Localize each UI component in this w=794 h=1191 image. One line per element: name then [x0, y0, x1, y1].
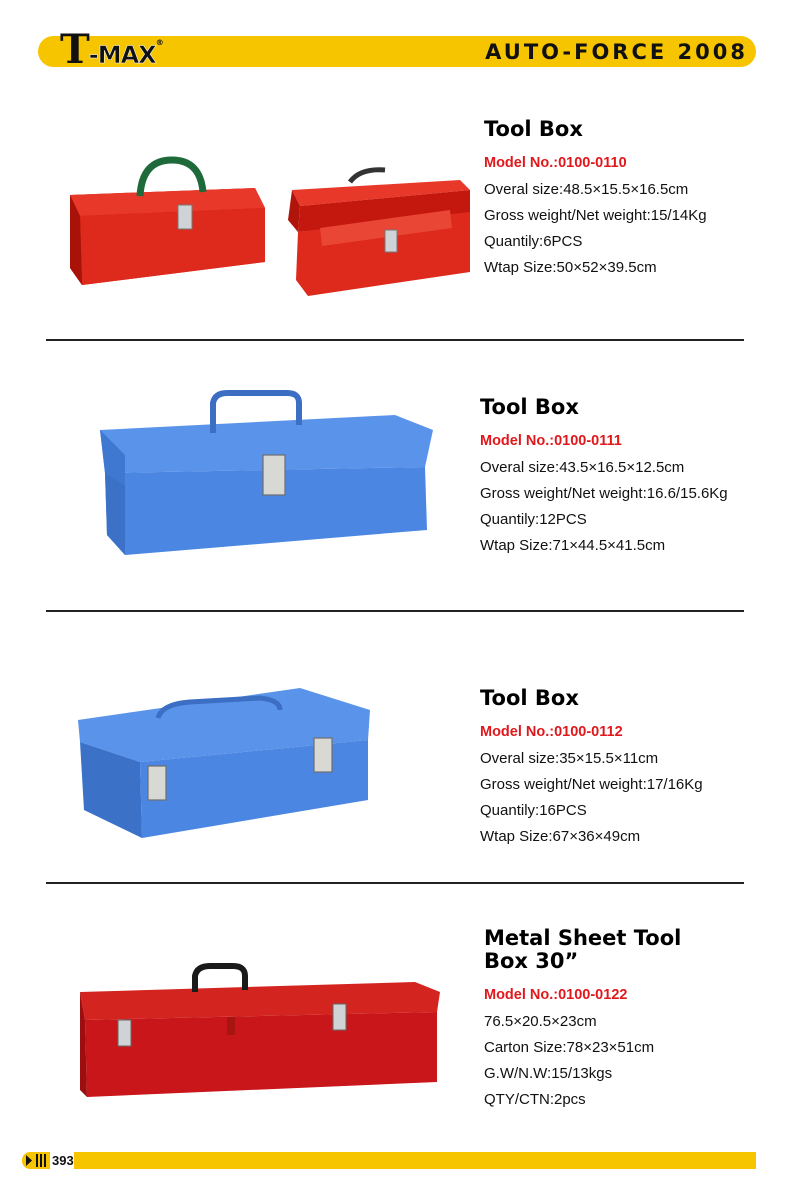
spec-line: Wtap Size:67×36×49cm — [480, 828, 641, 845]
registered-mark: ® — [155, 38, 163, 47]
product-title: Tool Box — [480, 686, 579, 710]
spec-line: Gross weight/Net weight:17/16Kg — [480, 776, 703, 793]
red-toolbox-photo — [60, 150, 480, 300]
spec-line: G.W/N.W:15/13kgs — [484, 1065, 613, 1082]
blue-toolbox-photo — [70, 680, 375, 845]
page-number: 393 — [52, 1153, 74, 1168]
red-long-toolbox-photo — [75, 962, 445, 1102]
spec-line: Quantily:16PCS — [480, 802, 587, 819]
spec-line: Gross weight/Net weight:16.6/15.6Kg — [480, 485, 728, 502]
divider — [46, 610, 744, 612]
model-number: Model No.:0100-0112 — [480, 724, 623, 740]
spec-list — [484, 177, 707, 281]
logo-text: -MAX — [88, 41, 156, 69]
product-info-2 — [480, 396, 728, 559]
spec-line: Carton Size:78×23×51cm — [484, 1039, 655, 1056]
spec-line: 76.5×20.5×23cm — [484, 1013, 597, 1030]
product-title-line-1: Metal Sheet Tool — [484, 926, 682, 950]
spec-line: Wtap Size:50×52×39.5cm — [484, 259, 657, 276]
spec-line: Wtap Size:71×44.5×41.5cm — [480, 537, 666, 554]
product-info-1 — [484, 118, 707, 281]
product-title: Tool Box — [484, 117, 583, 141]
model-number: Model No.:0100-0111 — [480, 433, 622, 449]
spec-list — [484, 1009, 681, 1113]
spec-line: Quantily:6PCS — [484, 233, 583, 250]
spec-line: Quantily:12PCS — [480, 511, 587, 528]
spec-line: Overal size:35×15.5×11cm — [480, 750, 659, 767]
footer-tab — [22, 1152, 50, 1169]
logo-letter: T — [60, 26, 89, 73]
spec-list — [480, 455, 728, 559]
model-number: Model No.:0100-0122 — [484, 987, 628, 1003]
spec-line: Overal size:48.5×15.5×16.5cm — [484, 181, 689, 198]
divider — [46, 882, 744, 884]
product-title-line-2: Box 30” — [484, 949, 579, 973]
model-number: Model No.:0100-0110 — [484, 155, 627, 171]
page-marker-icon — [22, 1152, 50, 1169]
series-title: AUTO-FORCE 2008 — [485, 40, 748, 64]
product-title: Tool Box — [480, 395, 579, 419]
product-info-4 — [484, 927, 681, 1113]
footer-bar — [74, 1152, 756, 1169]
spec-line: Overal size:43.5×16.5×12.5cm — [480, 459, 685, 476]
spec-line: QTY/CTN:2pcs — [484, 1091, 586, 1108]
divider — [46, 339, 744, 341]
product-info-3 — [480, 687, 703, 850]
brand-logo — [60, 26, 163, 73]
spec-list — [480, 746, 703, 850]
blue-toolbox-photo — [95, 385, 440, 560]
spec-line: Gross weight/Net weight:15/14Kg — [484, 207, 707, 224]
